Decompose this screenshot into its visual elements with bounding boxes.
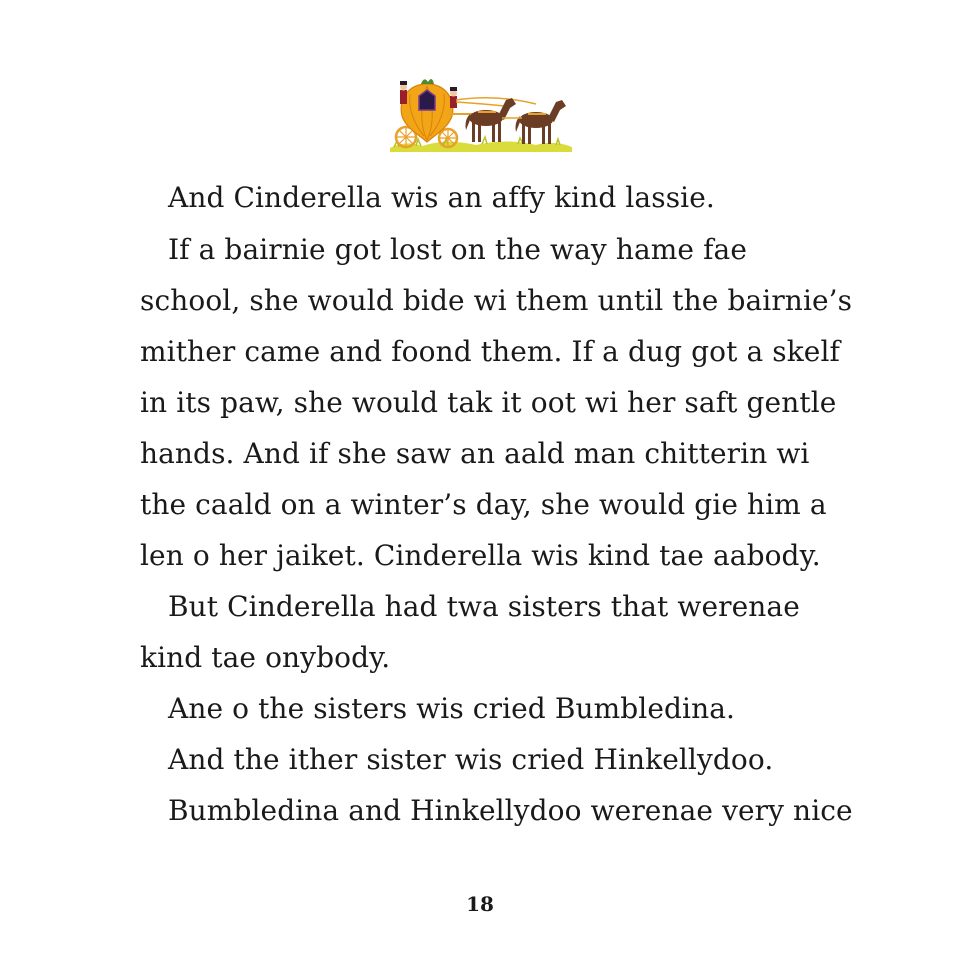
- text-line: school, she would bide wi them until the bairnie’s: [140, 284, 853, 317]
- text-line: the caald on a winter’s day, she would gie him a: [140, 488, 827, 521]
- text-line: But Cinderella had twa sisters that werenae: [168, 590, 800, 623]
- text-line: hands. And if she saw an aald man chitterin wi: [140, 437, 810, 470]
- text-line: Ane o the sisters wis cried Bumbledina.: [168, 692, 736, 725]
- text-line: And Cinderella wis an affy kind lassie.: [168, 181, 715, 214]
- text-line: in its paw, she would tak it oot wi her saft gentle: [140, 386, 837, 419]
- text-line: If a bairnie got lost on the way hame fae: [168, 233, 748, 266]
- pumpkin-carriage-with-horses-icon: [386, 74, 576, 154]
- text-line: mither came and foond them. If a dug got a skelf: [140, 335, 840, 368]
- text-line: Bumbledina and Hinkellydoo werenae very nice: [168, 794, 853, 827]
- text-line: And the ither sister wis cried Hinkellydoo.: [168, 743, 774, 776]
- text-line: len o her jaiket. Cinderella wis kind tae aabody.: [140, 539, 821, 572]
- page-number: 18: [466, 892, 494, 916]
- text-line: kind tae onybody.: [140, 641, 391, 674]
